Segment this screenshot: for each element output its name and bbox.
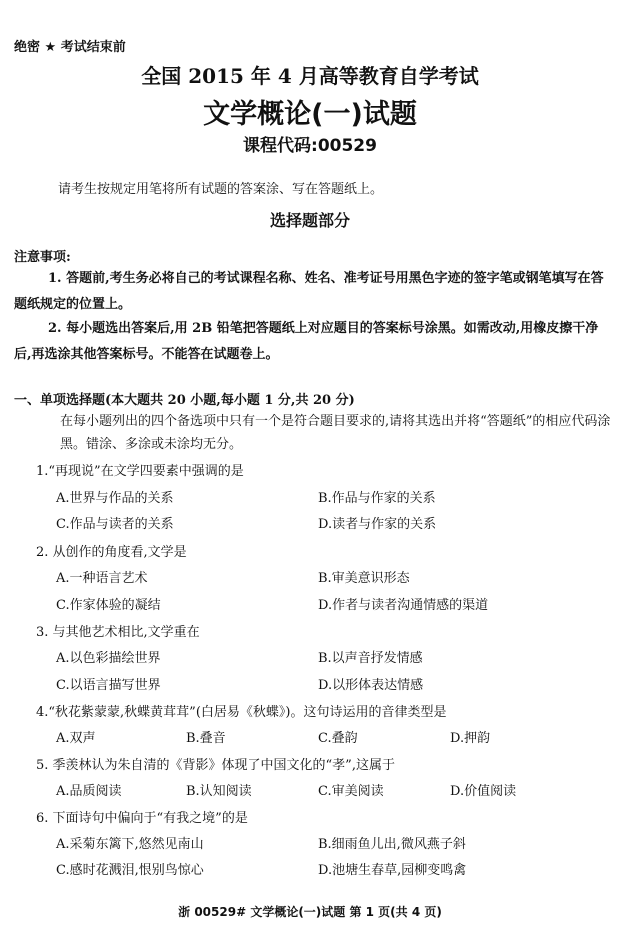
question-2-option-a: A.一种语言艺术 <box>56 571 148 586</box>
note-item-1 <box>14 266 614 318</box>
paper-title: 文学概论(一)试题 <box>203 99 417 130</box>
question-5-option-b: B.认知阅读 <box>186 784 252 799</box>
page-footer: 浙 00529# 文学概论(一)试题 第 1 页(共 4 页) <box>178 905 442 919</box>
question-3-option-d: D.以形体表达情感 <box>318 678 424 693</box>
notes-heading: 注意事项: <box>14 250 71 265</box>
exam-title: 全国 2015 年 4 月高等教育自学考试 <box>141 64 479 88</box>
question-4-option-c: C.叠韵 <box>318 731 358 746</box>
note-item-2-text: 2. 每小题选出答案后,用 2B 铅笔把答题纸上对应题目的答案标号涂黑。如需改动,用橡皮擦干净后,再选涂其他答案标号。不能答在试题卷上。 <box>14 321 599 362</box>
question-4-option-d: D.押韵 <box>450 731 491 746</box>
question-6-option-a: A.采菊东篱下,悠然见南山 <box>56 837 204 852</box>
question-2-option-d: D.作者与读者沟通情感的渠道 <box>318 598 489 613</box>
question-6-stem: 6. 下面诗句中偏向于“有我之境”的是 <box>36 811 248 826</box>
question-1-option-d: D.读者与作家的关系 <box>318 517 437 532</box>
question-3-option-b: B.以声音抒发情感 <box>318 651 423 666</box>
note-item-1-text: 1. 答题前,考生务必将自己的考试课程名称、姓名、准考证号用黑色字迹的签字笔或钢笔填写在答题纸规定的位置上。 <box>14 271 604 312</box>
question-5-option-c: C.审美阅读 <box>318 784 384 799</box>
question-4-option-a: A.双声 <box>56 731 96 746</box>
question-4-option-b: B.叠音 <box>186 731 226 746</box>
question-6-option-c: C.感时花溅泪,恨别鸟惊心 <box>56 863 204 878</box>
question-2-stem: 2. 从创作的角度看,文学是 <box>36 545 187 560</box>
question-5-option-a: A.品质阅读 <box>56 784 122 799</box>
question-5-option-d: D.价值阅读 <box>450 784 517 799</box>
question-6-option-b: B.细雨鱼儿出,微风燕子斜 <box>318 837 466 852</box>
course-code: 课程代码:00529 <box>243 136 377 156</box>
question-5-stem: 5. 季羡林认为朱自清的《背影》体现了中国文化的“孝”,这属于 <box>36 758 395 773</box>
question-3-option-a: A.以色彩描绘世界 <box>56 651 161 666</box>
question-1-stem: 1.“再现说”在文学四要素中强调的是 <box>36 464 244 479</box>
question-2-option-c: C.作家体验的凝结 <box>56 598 161 613</box>
part-title: 一、单项选择题(本大题共 20 小题,每小题 1 分,共 20 分) <box>14 393 355 408</box>
question-1-option-a: A.世界与作品的关系 <box>56 491 174 506</box>
question-2-option-b: B.审美意识形态 <box>318 571 410 586</box>
question-3-option-c: C.以语言描写世界 <box>56 678 161 693</box>
section-title: 选择题部分 <box>269 211 350 230</box>
question-1-option-c: C.作品与读者的关系 <box>56 517 174 532</box>
part-description: 在每小题列出的四个备选项中只有一个是符合题目要求的,请将其选出并将“答题纸”的相应代码涂黑。错涂、多涂或未涂均无分。 <box>60 414 611 452</box>
instruction-text: 请考生按规定用笔将所有试题的答案涂、写在答题纸上。 <box>58 182 384 197</box>
question-3-stem: 3. 与其他艺术相比,文学重在 <box>36 625 200 640</box>
question-6-option-d: D.池塘生春草,园柳变鸣禽 <box>318 863 467 878</box>
confidential-mark: 绝密 ★ 考试结束前 <box>14 40 126 55</box>
note-item-2 <box>14 316 614 368</box>
question-4-stem: 4.“秋花紫蒙蒙,秋蝶黄茸茸”(白居易《秋蝶》)。这句诗运用的音律类型是 <box>36 705 447 720</box>
question-1-option-b: B.作品与作家的关系 <box>318 491 436 506</box>
